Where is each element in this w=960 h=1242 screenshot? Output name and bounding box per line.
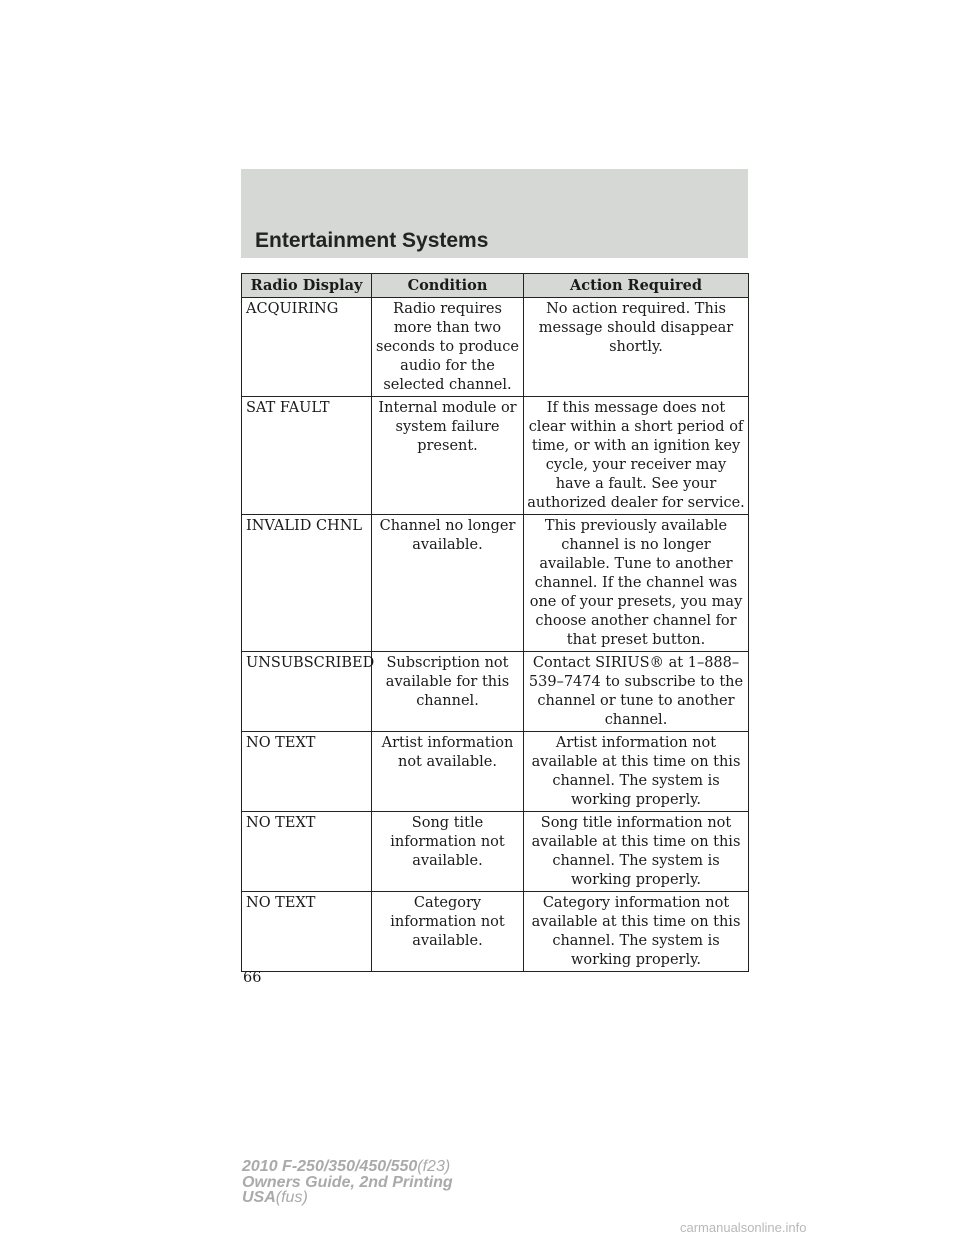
watermark-text: carmanualsonline.info — [680, 1220, 807, 1235]
action-cell: No action required. This message should disappear shortly. — [524, 298, 749, 397]
footer-line-guide: Owners Guide, 2nd Printing — [242, 1173, 453, 1191]
table-row — [242, 652, 749, 732]
column-header-action-required: Action Required — [524, 274, 749, 298]
column-header-condition: Condition — [372, 274, 524, 298]
action-cell: If this message does not clear within a short period of time, or with an ignition key cycle, your receiver may have a fault. See your authorized dealer for service. — [524, 397, 749, 515]
table-row — [242, 298, 749, 397]
document-footer — [242, 1159, 453, 1206]
condition-cell: Song title information not available. — [372, 812, 524, 892]
condition-cell: Internal module or system failure present. — [372, 397, 524, 515]
condition-cell: Artist information not available. — [372, 732, 524, 812]
action-cell: This previously available channel is no longer available. Tune to another channel. If the channel was one of your presets, you may choose another channel for that preset button. — [524, 515, 749, 652]
condition-cell: Radio requires more than two seconds to produce audio for the selected channel. — [372, 298, 524, 397]
action-cell: Contact SIRIUS® at 1–888–539–7474 to subscribe to the channel or tune to another channel. — [524, 652, 749, 732]
action-cell: Category information not available at this time on this channel. The system is working properly. — [524, 892, 749, 972]
radio-display-cell: NO TEXT — [242, 892, 372, 972]
radio-display-cell: ACQUIRING — [242, 298, 372, 397]
footer-model-code: (f23) — [417, 1158, 451, 1175]
radio-display-cell: SAT FAULT — [242, 397, 372, 515]
action-cell: Song title information not available at this time on this channel. The system is working properly. — [524, 812, 749, 892]
column-header-radio-display: Radio Display — [242, 274, 372, 298]
table-row — [242, 892, 749, 972]
page-number: 66 — [243, 970, 262, 986]
footer-model: 2010 F-250/350/450/550 — [242, 1158, 418, 1175]
condition-cell: Subscription not available for this channel. — [372, 652, 524, 732]
table-row — [242, 812, 749, 892]
radio-display-cell: NO TEXT — [242, 812, 372, 892]
condition-cell: Channel no longer available. — [372, 515, 524, 652]
footer-region-code: (fus) — [275, 1189, 308, 1206]
table-row — [242, 515, 749, 652]
footer-line-model — [242, 1159, 453, 1175]
table-header-row — [242, 274, 749, 298]
table-row — [242, 397, 749, 515]
radio-display-cell: INVALID CHNL — [242, 515, 372, 652]
footer-region: USA — [242, 1189, 276, 1206]
action-cell: Artist information not available at this time on this channel. The system is working properly. — [524, 732, 749, 812]
footer-line-region — [242, 1190, 453, 1206]
table-row — [242, 732, 749, 812]
condition-cell: Category information not available. — [372, 892, 524, 972]
radio-display-cell: UNSUBSCRIBED — [242, 652, 372, 732]
radio-display-cell: NO TEXT — [242, 732, 372, 812]
section-title: Entertainment Systems — [255, 229, 489, 252]
radio-display-table — [241, 273, 749, 972]
